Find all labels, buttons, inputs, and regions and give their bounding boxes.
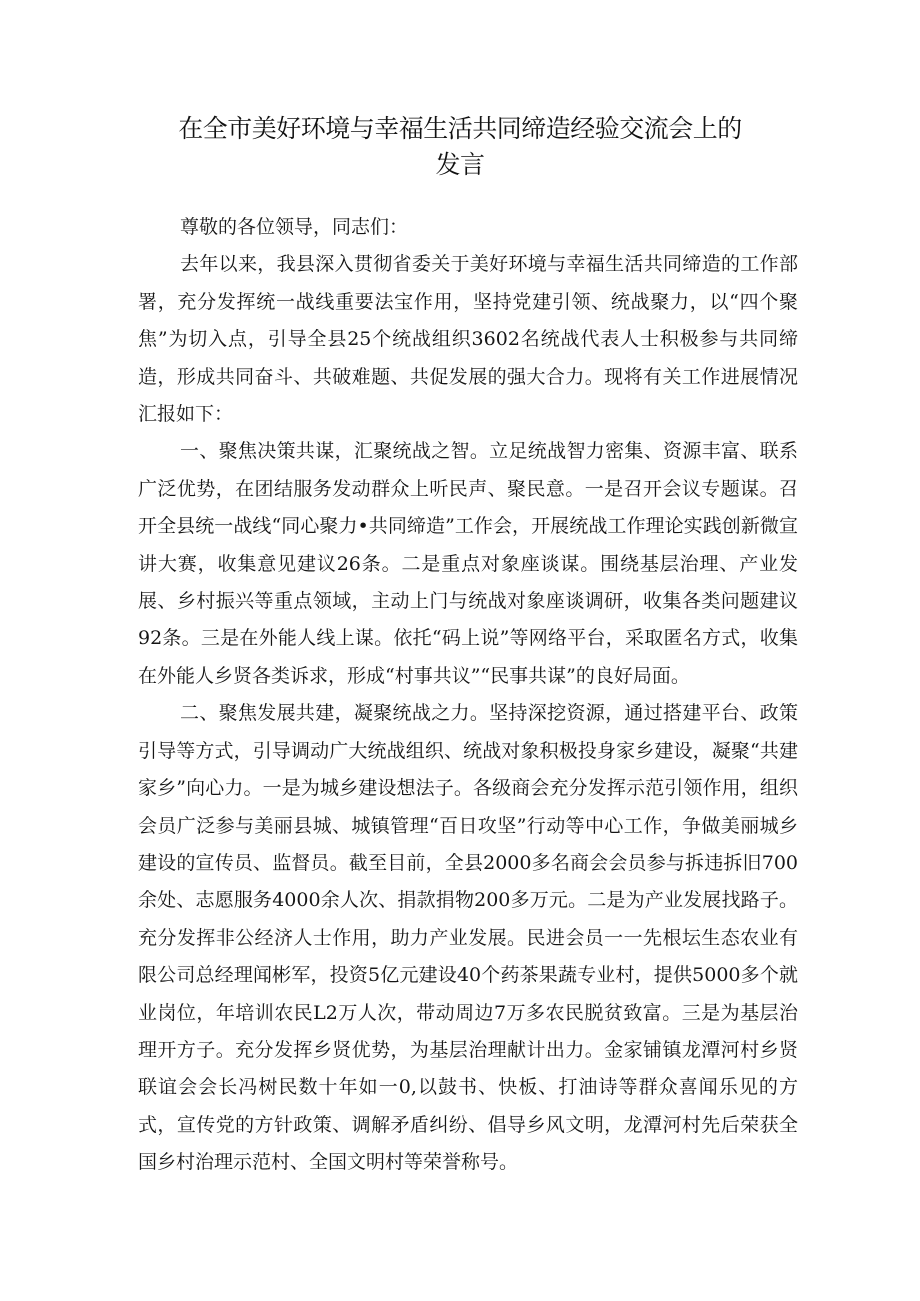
section-two-paragraph: 二、聚焦发展共建，凝聚统战之力。坚持深挖资源，通过搭建平台、政策引导等方式，引导调动广大统战组织、统战对象积极投身家乡建设，凝聚“共建家乡”向心力。一是为城乡建设想法子。各级商会充分发挥示范引领作用，组织会员广泛参与美丽县城、城镇管理“百日攻坚”行动等中心工作，争做美丽城乡建设的宣传员、监督员。截至目前，全县2000多名商会会员参与拆违拆旧700余处、志愿服务4000余人次、捐款捐物200多万元。二是为产业发展找路子。充分发挥非公经济人士作用，助力产业发展。民进会员一一先根坛生态农业有限公司总经理闻彬军，投资5亿元建设40个药茶果蔬专业村，提供5000多个就业岗位，年培训农民L2万人次，带动周边7万多农民脱贫致富。三是为基层治理开方子。充分发挥乡贤优势，为基层治理献计出力。金家铺镇龙潭河村乡贤联谊会会长冯树民数十年如一0,以鼓书、快板、打油诗等群众喜闻乐见的方式，宣传党的方针政策、调解矛盾纠纷、倡导乡风文明，龙潭河村先后荣获全国乡村治理示范村、全国文明村等荣誉称号。 [138,702,798,1174]
salutation: 尊敬的各位领导，同志们： [180,216,409,238]
document-title-line-2: 发言 [435,150,485,179]
intro-paragraph: 去年以来，我县深入贯彻省委关于美好环境与幸福生活共同缔造的工作部署，充分发挥统一战线重要法宝作用，坚持党建引领、统战聚力，以“四个聚焦”为切入点，引导全县25个统战组织3602名统战代表人士积极参与共同缔造，形成共同奋斗、共破难题、共促发展的强大合力。现将有关工作进展情况汇报如下： [138,253,798,426]
section-one-paragraph: 一、聚焦决策共谋，汇聚统战之智。立足统战智力密集、资源丰富、联系广泛优势，在团结服务发动群众上听民声、聚民意。一是召开会议专题谋。召开全县统一战线“同心聚力•共同缔造”工作会，开展统战工作理论实践创新微宣讲大赛，收集意见建议26条。二是重点对象座谈谋。围绕基层治理、产业发展、乡村振兴等重点领域，主动上门与统战对象座谈调研，收集各类问题建议92条。三是在外能人线上谋。依托“码上说”等网络平台，采取匿名方式，收集在外能人乡贤各类诉求，形成“村事共议”“民事共谋”的良好局面。 [138,440,798,687]
document-title-line-1: 在全市美好环境与幸福生活共同缔造经验交流会上的 [178,114,742,143]
document-body [138,209,798,1182]
